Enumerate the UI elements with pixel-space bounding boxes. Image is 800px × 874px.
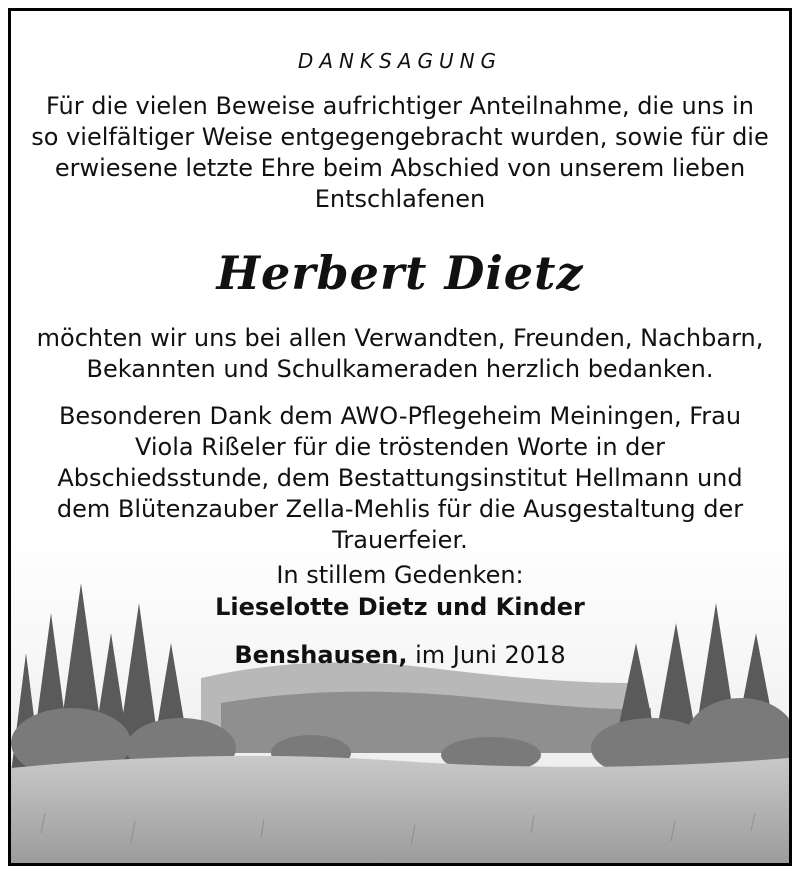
date: im Juni 2018 bbox=[415, 641, 566, 669]
place: Benshausen, bbox=[234, 641, 408, 669]
intro-paragraph: Für die vielen Beweise aufrichtiger Anteilnahme, die uns in so vielfältiger Weise entgegengebracht wurden, sowie für die erwiesene letzte Ehre beim Abschied von unserem lieben Entschlafenen bbox=[31, 92, 769, 213]
deceased-name: Herbert Dietz bbox=[216, 246, 584, 300]
signers: Lieselotte Dietz und Kinder bbox=[215, 593, 585, 621]
special-thanks-paragraph: Besonderen Dank dem AWO-Pflegeheim Meiningen, Frau Viola Rißeler für die tröstenden Worte in der Abschiedsstunde, dem Bestattungsinstitut Hellmann und dem Blütenzauber Zella-Mehlis für die Ausgestaltung der Trauerfeier. bbox=[56, 402, 744, 554]
thanks-paragraph: möchten wir uns bei allen Verwandten, Freunden, Nachbarn, Bekannten und Schulkameraden herzlich bedanken. bbox=[36, 324, 764, 383]
obituary-frame bbox=[8, 8, 792, 866]
closing-block bbox=[11, 559, 789, 623]
remembrance-line: In stillem Gedenken: bbox=[276, 561, 524, 589]
heading: DANKSAGUNG bbox=[297, 49, 503, 73]
place-date-line bbox=[11, 641, 789, 669]
